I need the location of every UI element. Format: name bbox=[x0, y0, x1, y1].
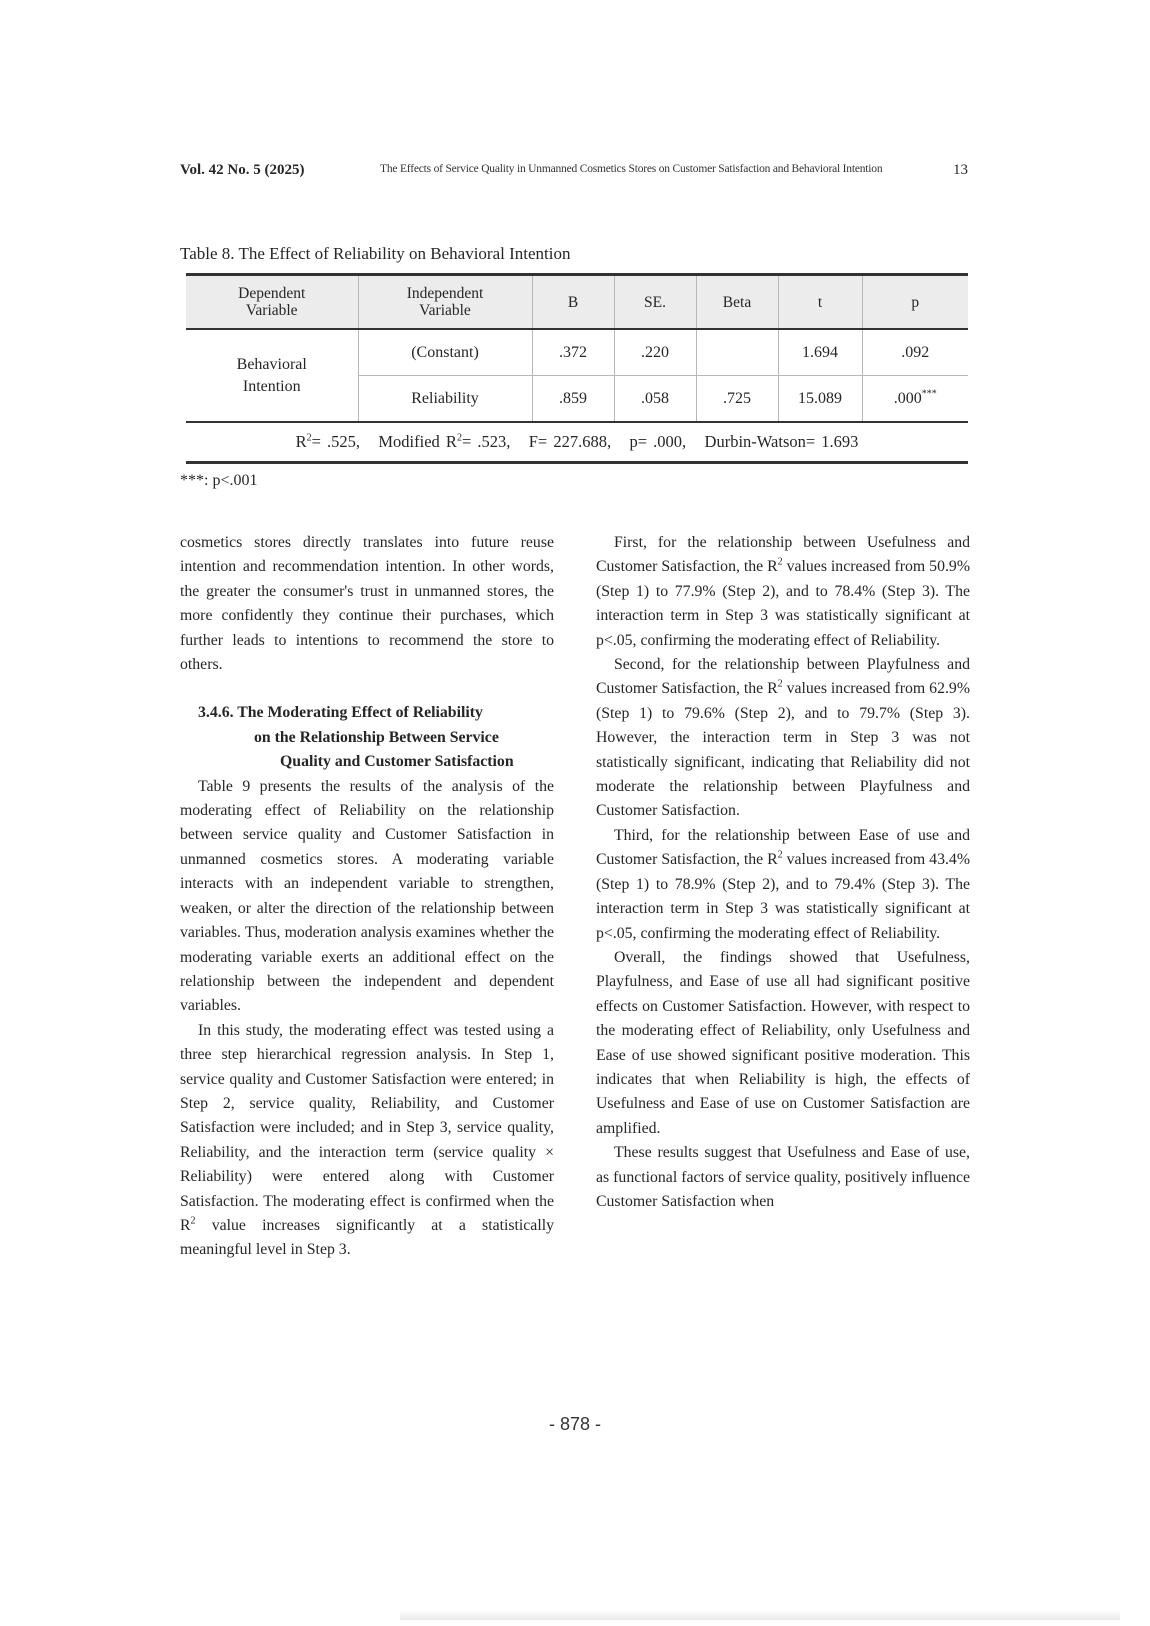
iv-cell: Reliability bbox=[358, 376, 532, 423]
header-p: p bbox=[862, 275, 968, 330]
right-column bbox=[596, 531, 970, 1214]
header-t: t bbox=[778, 275, 862, 330]
journal-page-number: 13 bbox=[953, 162, 968, 178]
header-se: SE. bbox=[614, 275, 696, 330]
header-b: B bbox=[532, 275, 614, 330]
paragraph: First, for the relationship between Usefulness and Customer Satisfaction, the $R^2$ values increased from 50.9% (Step 1) to 77.9% (Step 2), and to 78.4% (Step 3). The interaction term in Step 3 was statistically significant at p<.05, confirming the moderating effect of Reliability. bbox=[596, 534, 970, 649]
paragraph: Table 9 presents the results of the analysis of the moderating effect of Reliability on the relationship between service quality and Customer Satisfaction in unmanned cosmetics stores. A moderating variable interacts with an independent variable to strengthen, weaken, or alter the direction of the relationship between variables. Thus, moderation analysis examines whether the moderating variable exerts an additional effect on the relationship between the independent and dependent variables. bbox=[180, 777, 554, 1015]
p-cell: .000*** bbox=[862, 376, 968, 423]
model-summary: $R^2= .525$, Modified $R^2= .523$, F= 227.688, p= .000, Durbin-Watson= 1.693 bbox=[186, 422, 968, 463]
t-cell: 1.694 bbox=[778, 329, 862, 376]
section-number: 3.4.6. bbox=[198, 704, 234, 722]
journal-volume: Vol. 42 No. 5 (2025) bbox=[180, 162, 305, 178]
b-cell: .859 bbox=[532, 376, 614, 423]
iv-cell: (Constant) bbox=[358, 329, 532, 376]
header-independent-variable: Independent Variable bbox=[358, 275, 532, 330]
table-header-row bbox=[186, 275, 968, 330]
table-caption: Table 8. The Effect of Reliability on Behavioral Intention bbox=[180, 244, 571, 263]
paragraph: cosmetics stores directly translates into future reuse intention and recommendation intention. In other words, the greater the consumer's trust in unmanned stores, the more confidently they continue their purchases, which further leads to intentions to recommend the store to others. bbox=[180, 534, 554, 674]
dependent-variable-cell: Behavioral Intention bbox=[186, 329, 358, 422]
header-beta: Beta bbox=[696, 275, 778, 330]
table-row bbox=[186, 329, 968, 376]
header-dependent-variable: Dependent Variable bbox=[186, 275, 358, 330]
t-cell: 15.089 bbox=[778, 376, 862, 423]
paragraph: Second, for the relationship between Playfulness and Customer Satisfaction, the $R^2$ values increased from 62.9% (Step 1) to 79.6% (Step 2), and to 79.7% (Step 3). However, the interaction term in Step 3 was not statistically significant, indicating that Reliability did not moderate the relationship between Playfulness and Customer Satisfaction. bbox=[596, 656, 970, 820]
se-cell: .220 bbox=[614, 329, 696, 376]
left-column bbox=[180, 531, 554, 1263]
section-heading: 3.4.6. The Moderating Effect of Reliability on the Relationship Between Service Quality and Customer Satisfaction bbox=[198, 704, 514, 771]
paragraph: Third, for the relationship between Ease of use and Customer Satisfaction, the $R^2$ values increased from 43.4% (Step 1) to 78.9% (Step 2), and to 79.4% (Step 3). The interaction term in Step 3 was statistically significant at p<.05, confirming the moderating effect of Reliability. bbox=[596, 826, 970, 942]
se-cell: .058 bbox=[614, 376, 696, 423]
p-cell: .092 bbox=[862, 329, 968, 376]
model-summary-row bbox=[186, 422, 968, 463]
beta-cell bbox=[696, 329, 778, 376]
beta-cell: .725 bbox=[696, 376, 778, 423]
paragraph: These results suggest that Usefulness and Ease of use, as functional factors of service quality, positively influence Customer Satisfaction when bbox=[596, 1144, 970, 1210]
table-note: ***: p<.001 bbox=[180, 472, 258, 489]
paragraph: In this study, the moderating effect was tested using a three step hierarchical regression analysis. In Step 1, service quality and Customer Satisfaction were entered; in Step 2, service quality, Reliability, and Customer Satisfaction were included; and in Step 3, service quality, Reliability, and the interaction term (service quality × Reliability) were entered along with Customer Satisfaction. The moderating effect is confirmed when the $R^2$ value increases significantly at a statistically meaningful level in Step 3. bbox=[180, 1021, 554, 1259]
running-head bbox=[180, 162, 968, 186]
regression-table bbox=[186, 273, 968, 464]
page-number: - 878 - bbox=[548, 1414, 602, 1434]
scan-edge-artifact bbox=[400, 1610, 1120, 1620]
paragraph: Overall, the findings showed that Usefulness, Playfulness, and Ease of use all had significant positive effects on Customer Satisfaction. However, with respect to the moderating effect of Reliability, only Usefulness and Ease of use showed significant positive moderation. This indicates that when Reliability is high, the effects of Usefulness and Ease of use on Customer Satisfaction are amplified. bbox=[596, 948, 970, 1137]
running-title: The Effects of Service Quality in Unmanned Cosmetics Stores on Customer Satisfaction and Behavioral Intention bbox=[380, 163, 883, 175]
b-cell: .372 bbox=[532, 329, 614, 376]
